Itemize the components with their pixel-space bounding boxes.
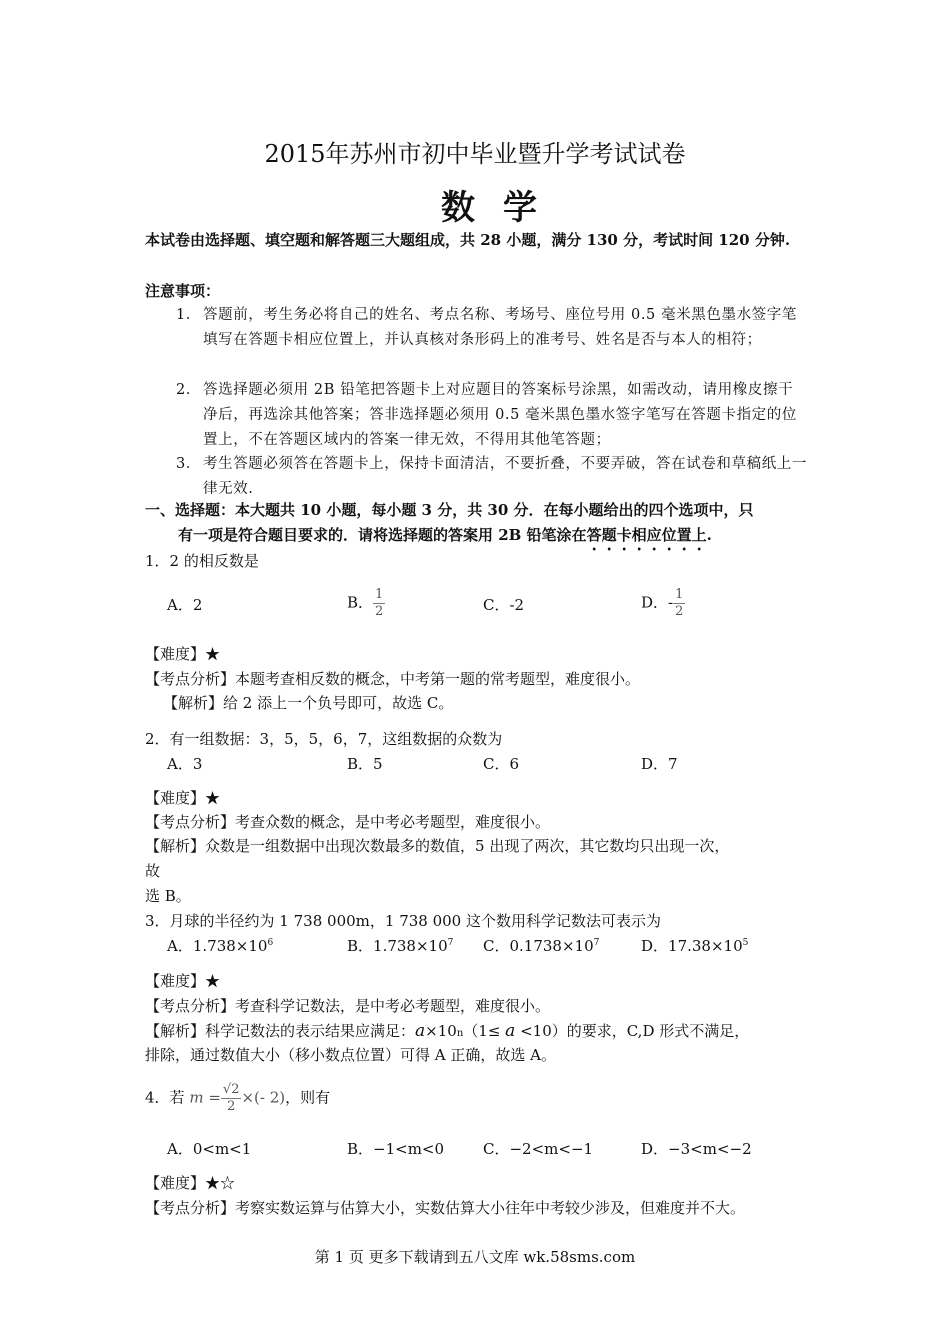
difficulty-label: 【难度】: [145, 789, 206, 807]
analysis-label: 【考点分析】: [145, 997, 236, 1015]
denominator: 2: [227, 1099, 236, 1114]
analysis-text: 考察实数运算与估算大小，实数估算大小往年中考较少涉及，但难度并不大。: [235, 1199, 746, 1217]
math-equals: =: [208, 1088, 221, 1107]
difficulty-label: 【难度】: [145, 972, 206, 990]
question-1-stem: 1．2 的相反数是: [145, 552, 259, 570]
star-rating: ★: [205, 645, 221, 663]
q4-difficulty: [145, 1172, 235, 1193]
q3-option-b: [347, 935, 453, 956]
section-line-2-text: 有一项是符合题目要求的．请将选择题的答案用 2B 铅笔涂在: [178, 526, 587, 544]
solution-text: 科学记数法的表示结果应满足：: [205, 1022, 416, 1040]
q1-option-b: [347, 587, 385, 620]
q3-option-d: [641, 935, 748, 956]
q2-solution: [145, 835, 729, 856]
q4-option-c: C．−2<m<−1: [483, 1140, 594, 1158]
page-footer: 第 1 页 更多下载请到五八文库 wk.58sms.com: [314, 1248, 636, 1266]
notes-heading: 注意事项：: [145, 282, 221, 300]
q2-difficulty: [145, 787, 220, 808]
q1-option-d-label: D．-: [641, 593, 674, 612]
q2-solution-cont: 故: [145, 862, 161, 880]
math-text: （1≤: [463, 1022, 506, 1040]
star-rating: ★☆: [205, 1174, 236, 1192]
exponent: 7: [447, 938, 454, 948]
section-emphasis: 答题卡相应位置上: [586, 526, 707, 544]
note-item: [176, 378, 808, 453]
fraction: [221, 1082, 242, 1115]
subject-heading: 数学: [441, 188, 565, 228]
q1-option-a: A．2: [167, 596, 203, 614]
note-item: [176, 452, 808, 502]
page-title: 2015年苏州市初中毕业暨升学考试试卷: [264, 140, 686, 168]
note-text: 考生答题必须答在答题卡上，保持卡面清洁，不要折叠，不要弄破，答在试卷和草稿纸上一律无效.: [203, 456, 807, 497]
question-4-stem: [145, 1082, 330, 1115]
q4-analysis: [145, 1197, 745, 1218]
q1-analysis: [145, 668, 640, 689]
analysis-label: 【考点分析】: [145, 1199, 236, 1217]
numerator: 1: [675, 587, 684, 602]
q3-analysis: [145, 995, 550, 1016]
exponent: 7: [593, 938, 600, 948]
question-3-stem: 3．月球的半径约为 1 738 000m，1 738 000 这个数用科学记数法可表示为: [145, 912, 661, 930]
q4-option-b: B．−1<m<0: [347, 1140, 445, 1158]
q4-option-d: D．−3<m<−2: [641, 1140, 752, 1158]
fraction: [673, 587, 685, 620]
note-text: 答题前，考生务必将自己的姓名、考点名称、考场号、座位号用 0.5 毫米黑色墨水签字笔填写在答题卡相应位置上，并认真核对条形码上的准考号、姓名是否与本人的相符；: [203, 307, 797, 348]
note-text: 答选择题必须用 2B 铅笔把答题卡上对应题目的答案标号涂黑，如需改动，请用橡皮擦干净后，再选涂其他答案；答非选择题必须用 0.5 毫米黑色墨水签字笔写在答题卡指定的位置上，不在答题区域内的答案一律无效，不得用其他笔答题；: [203, 382, 797, 448]
numerator: √2: [222, 1082, 240, 1097]
solution-label: 【解析】: [145, 837, 206, 855]
option-text: A．1.738×10: [167, 937, 268, 955]
analysis-text: 考查众数的概念，是中考必考题型，难度很小。: [235, 813, 551, 831]
q1-option-d: [641, 587, 685, 620]
q1-difficulty: [145, 643, 220, 664]
q1-solution: [163, 692, 453, 713]
math-variable: a: [505, 1021, 516, 1041]
math-variable: a: [415, 1021, 426, 1041]
difficulty-label: 【难度】: [145, 645, 206, 663]
section-heading: [145, 498, 810, 554]
exponent: 6: [267, 938, 274, 948]
analysis-label: 【考点分析】: [145, 670, 236, 688]
solution-label: 【解析】: [163, 694, 224, 712]
q2-option-b: B．5: [347, 755, 383, 773]
exam-intro: 本试卷由选择题、填空题和解答题三大题组成，共 28 小题，满分 130 分，考试时间 120 分钟.: [145, 231, 791, 249]
solution-text: <10）的要求，C,D 形式不满足，: [515, 1022, 750, 1040]
denominator: 2: [675, 604, 684, 619]
note-number: 1．: [176, 307, 201, 323]
stem-text: ，则有: [285, 1088, 331, 1107]
q2-solution-end: 选 B。: [145, 887, 191, 905]
math-text: ×(- 2): [241, 1088, 286, 1107]
option-text: D．17.38×10: [641, 937, 743, 955]
fraction: [373, 587, 385, 620]
exponent: 5: [742, 938, 749, 948]
star-rating: ★: [205, 789, 221, 807]
analysis-text: 本题考查相反数的概念，中考第一题的常考题型，难度很小。: [235, 670, 641, 688]
math-subscript: n: [456, 1028, 464, 1039]
q3-option-c: [483, 935, 599, 956]
q2-option-d: D．7: [641, 755, 678, 773]
difficulty-label: 【难度】: [145, 1174, 206, 1192]
analysis-text: 考查科学记数法，是中考必考题型，难度很小。: [235, 997, 551, 1015]
section-line-1: 一、选择题：本大题共 10 小题，每小题 3 分，共 30 分．在每小题给出的四个选项中，只: [145, 501, 754, 519]
q3-solution-cont: 排除，通过数值大小（移小数点位置）可得 A 正确，故选 A。: [145, 1046, 556, 1064]
q4-option-a: A．0<m<1: [167, 1140, 252, 1158]
math-text: ×10: [425, 1022, 457, 1040]
stem-text: 4．若: [145, 1088, 185, 1107]
numerator: 1: [375, 587, 384, 602]
solution-text: 给 2 添上一个负号即可，故选 C。: [223, 694, 454, 712]
solution-text: 众数是一组数据中出现次数最多的数值，5 出现了两次，其它数均只出现一次，: [205, 837, 730, 855]
q3-solution: [145, 1020, 749, 1041]
q3-difficulty: [145, 970, 220, 991]
option-text: C．0.1738×10: [483, 937, 594, 955]
denominator: 2: [375, 604, 384, 619]
q2-option-a: A．3: [167, 755, 203, 773]
q1-option-c: C．-2: [483, 596, 525, 614]
note-number: 3．: [176, 456, 201, 472]
solution-label: 【解析】: [145, 1022, 206, 1040]
note-item: [176, 303, 808, 353]
section-line-2-end: .: [706, 526, 712, 544]
q1-option-b-label: B．: [347, 593, 374, 612]
star-rating: ★: [205, 972, 221, 990]
math-variable: m: [189, 1088, 204, 1107]
q2-analysis: [145, 811, 550, 832]
q2-option-c: C．6: [483, 755, 520, 773]
question-2-stem: 2．有一组数据：3，5，5，6，7，这组数据的众数为: [145, 730, 503, 748]
analysis-label: 【考点分析】: [145, 813, 236, 831]
note-number: 2．: [176, 382, 201, 398]
q3-option-a: [167, 935, 273, 956]
option-text: B．1.738×10: [347, 937, 448, 955]
